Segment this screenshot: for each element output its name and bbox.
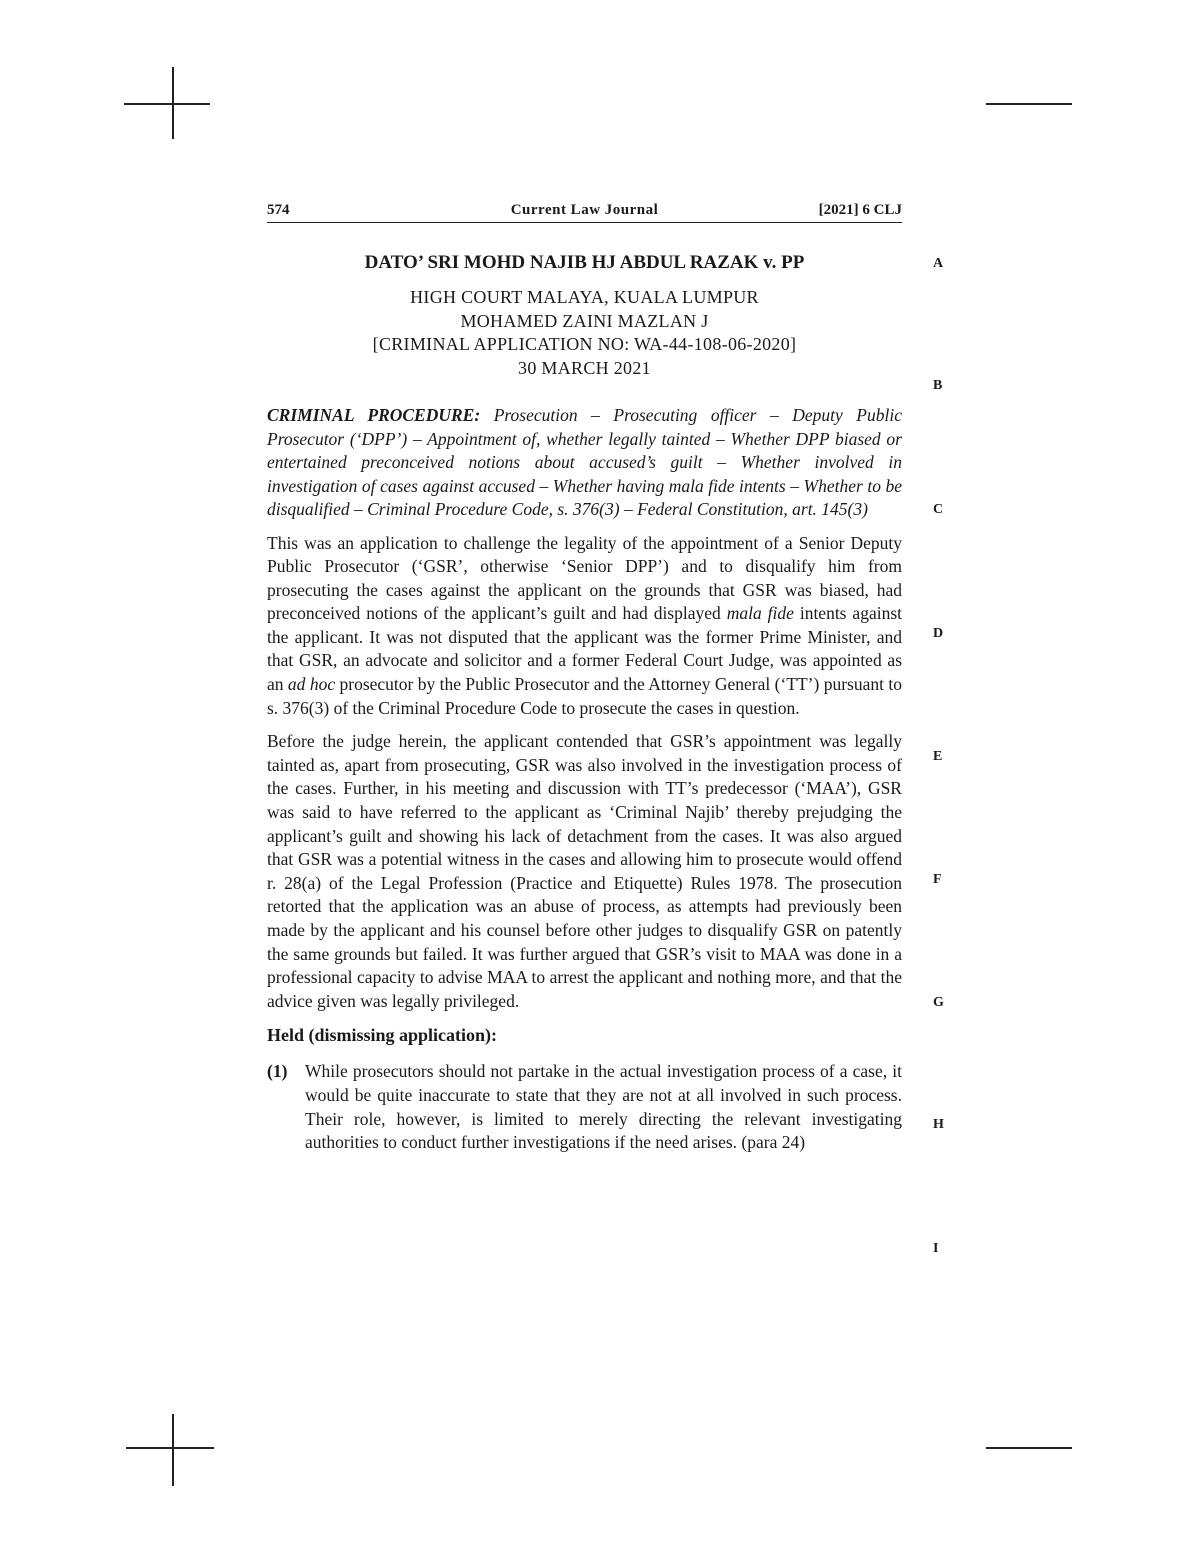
margin-letter-i: I	[933, 1241, 939, 1256]
headnote-paragraph-2: Before the judge herein, the applicant contended that GSR’s appointment was legally tainted as, apart from prosecuting, GSR was also involved in the investigation process of the cases. Further, in his meeting and discussion with TT’s predecessor (‘MAA’), GSR was said to have referred to the applicant as ‘Criminal Najib’ thereby prejudging the applicant’s guilt and showing his lack of detachment from the cases. It was also argued that GSR was a potential witness in the cases and allowing him to prosecute would offend r. 28(a) of the Legal Profession (Practice and Etiquette) Rules 1978. The prosecution retorted that the application was an abuse of process, as attempts had previously been made by the applicant and his counsel before other judges to disqualify GSR on patently the same grounds but failed. It was further argued that GSR’s visit to MAA was done in a professional capacity to advise MAA to arrest the applicant and nothing more, and that the advice given was legally privileged.	[267, 731, 902, 1011]
headnote-paragraph-1	[267, 532, 902, 721]
application-number: [CRIMINAL APPLICATION NO: WA-44-108-06-2020]	[372, 334, 797, 354]
running-header	[267, 200, 902, 223]
catchwords-heading: CRIMINAL PROCEDURE:	[267, 405, 481, 425]
judge-name: MOHAMED ZAINI MAZLAN J	[460, 310, 709, 331]
crop-mark-bottom-right-h	[986, 1447, 1072, 1449]
margin-letter-c: C	[933, 502, 944, 517]
margin-letter-g: G	[933, 995, 944, 1010]
para1-text-c: intents against the applicant. It was not disputed that the applicant was the former Prime Minister, and that GSR, an advocate and solicitor and a former Federal Court Judge, was appointed as an	[267, 603, 902, 695]
journal-name: Current Law Journal	[510, 202, 659, 218]
citation: [2021] 6 CLJ	[818, 202, 902, 218]
crop-mark-bottom-left-v	[172, 1414, 174, 1486]
decision-date: 30 MARCH 2021	[518, 357, 651, 378]
held-heading: Held (dismissing application):	[267, 1025, 498, 1046]
crop-mark-top-left-h	[124, 103, 210, 105]
case-title: DATO’ SRI MOHD NAJIB HJ ABDUL RAZAK v. PP	[364, 252, 805, 273]
margin-letter-a: A	[933, 256, 944, 271]
page-number: 574	[267, 202, 290, 218]
holding-text: While prosecutors should not partake in the actual investigation process of a case, it would be quite inaccurate to state that they are not at all involved in such process. Their role, however, is limited to merely directing the relevant investigating authorities to conduct further investigations if the need arises. (para 24)	[305, 1061, 902, 1153]
crop-mark-top-right-h	[986, 103, 1072, 105]
margin-letter-d: D	[933, 626, 944, 641]
catchwords	[267, 404, 902, 522]
holding-item	[267, 1060, 902, 1154]
holding-number: (1)	[267, 1061, 288, 1082]
court-name: HIGH COURT MALAYA, KUALA LUMPUR	[410, 287, 759, 307]
para1-text-a: This was an application to challenge the legality of the appointment of a Senior Deputy Public Prosecutor (‘GSR’, otherwise ‘Senior DPP’) and to disqualify him from prosecuting the cases against the applicant on the grounds that GSR was biased, had preconceived notions of the applicant’s guilt and had displayed	[267, 532, 902, 624]
margin-letter-f: F	[933, 872, 942, 887]
main-content	[267, 250, 902, 1155]
catchwords-text: Prosecution – Prosecuting officer – Deputy Public Prosecutor (‘DPP’) – Appointment of, whether legally tainted – Whether DPP biased or entertained preconceived notions about accused’s guilt – Whether involved in investigation of cases against accused – Whether having mala fide intents – Whether to be disqualified – Criminal Procedure Code, s. 376(3) – Federal Constitution, art. 145(3)	[267, 405, 902, 519]
crop-mark-bottom-left-h	[126, 1447, 214, 1449]
margin-letter-e: E	[933, 749, 943, 764]
para1-italic-mala-fide: mala fide	[726, 603, 794, 624]
margin-letter-b: B	[933, 378, 943, 393]
para1-italic-ad-hoc: ad hoc	[287, 674, 336, 695]
margin-letter-h: H	[933, 1117, 944, 1132]
para1-text-e: prosecutor by the Public Prosecutor and the Attorney General (‘TT’) pursuant to s. 376(3) of the Criminal Procedure Code to prosecute the cases in question.	[267, 674, 902, 718]
